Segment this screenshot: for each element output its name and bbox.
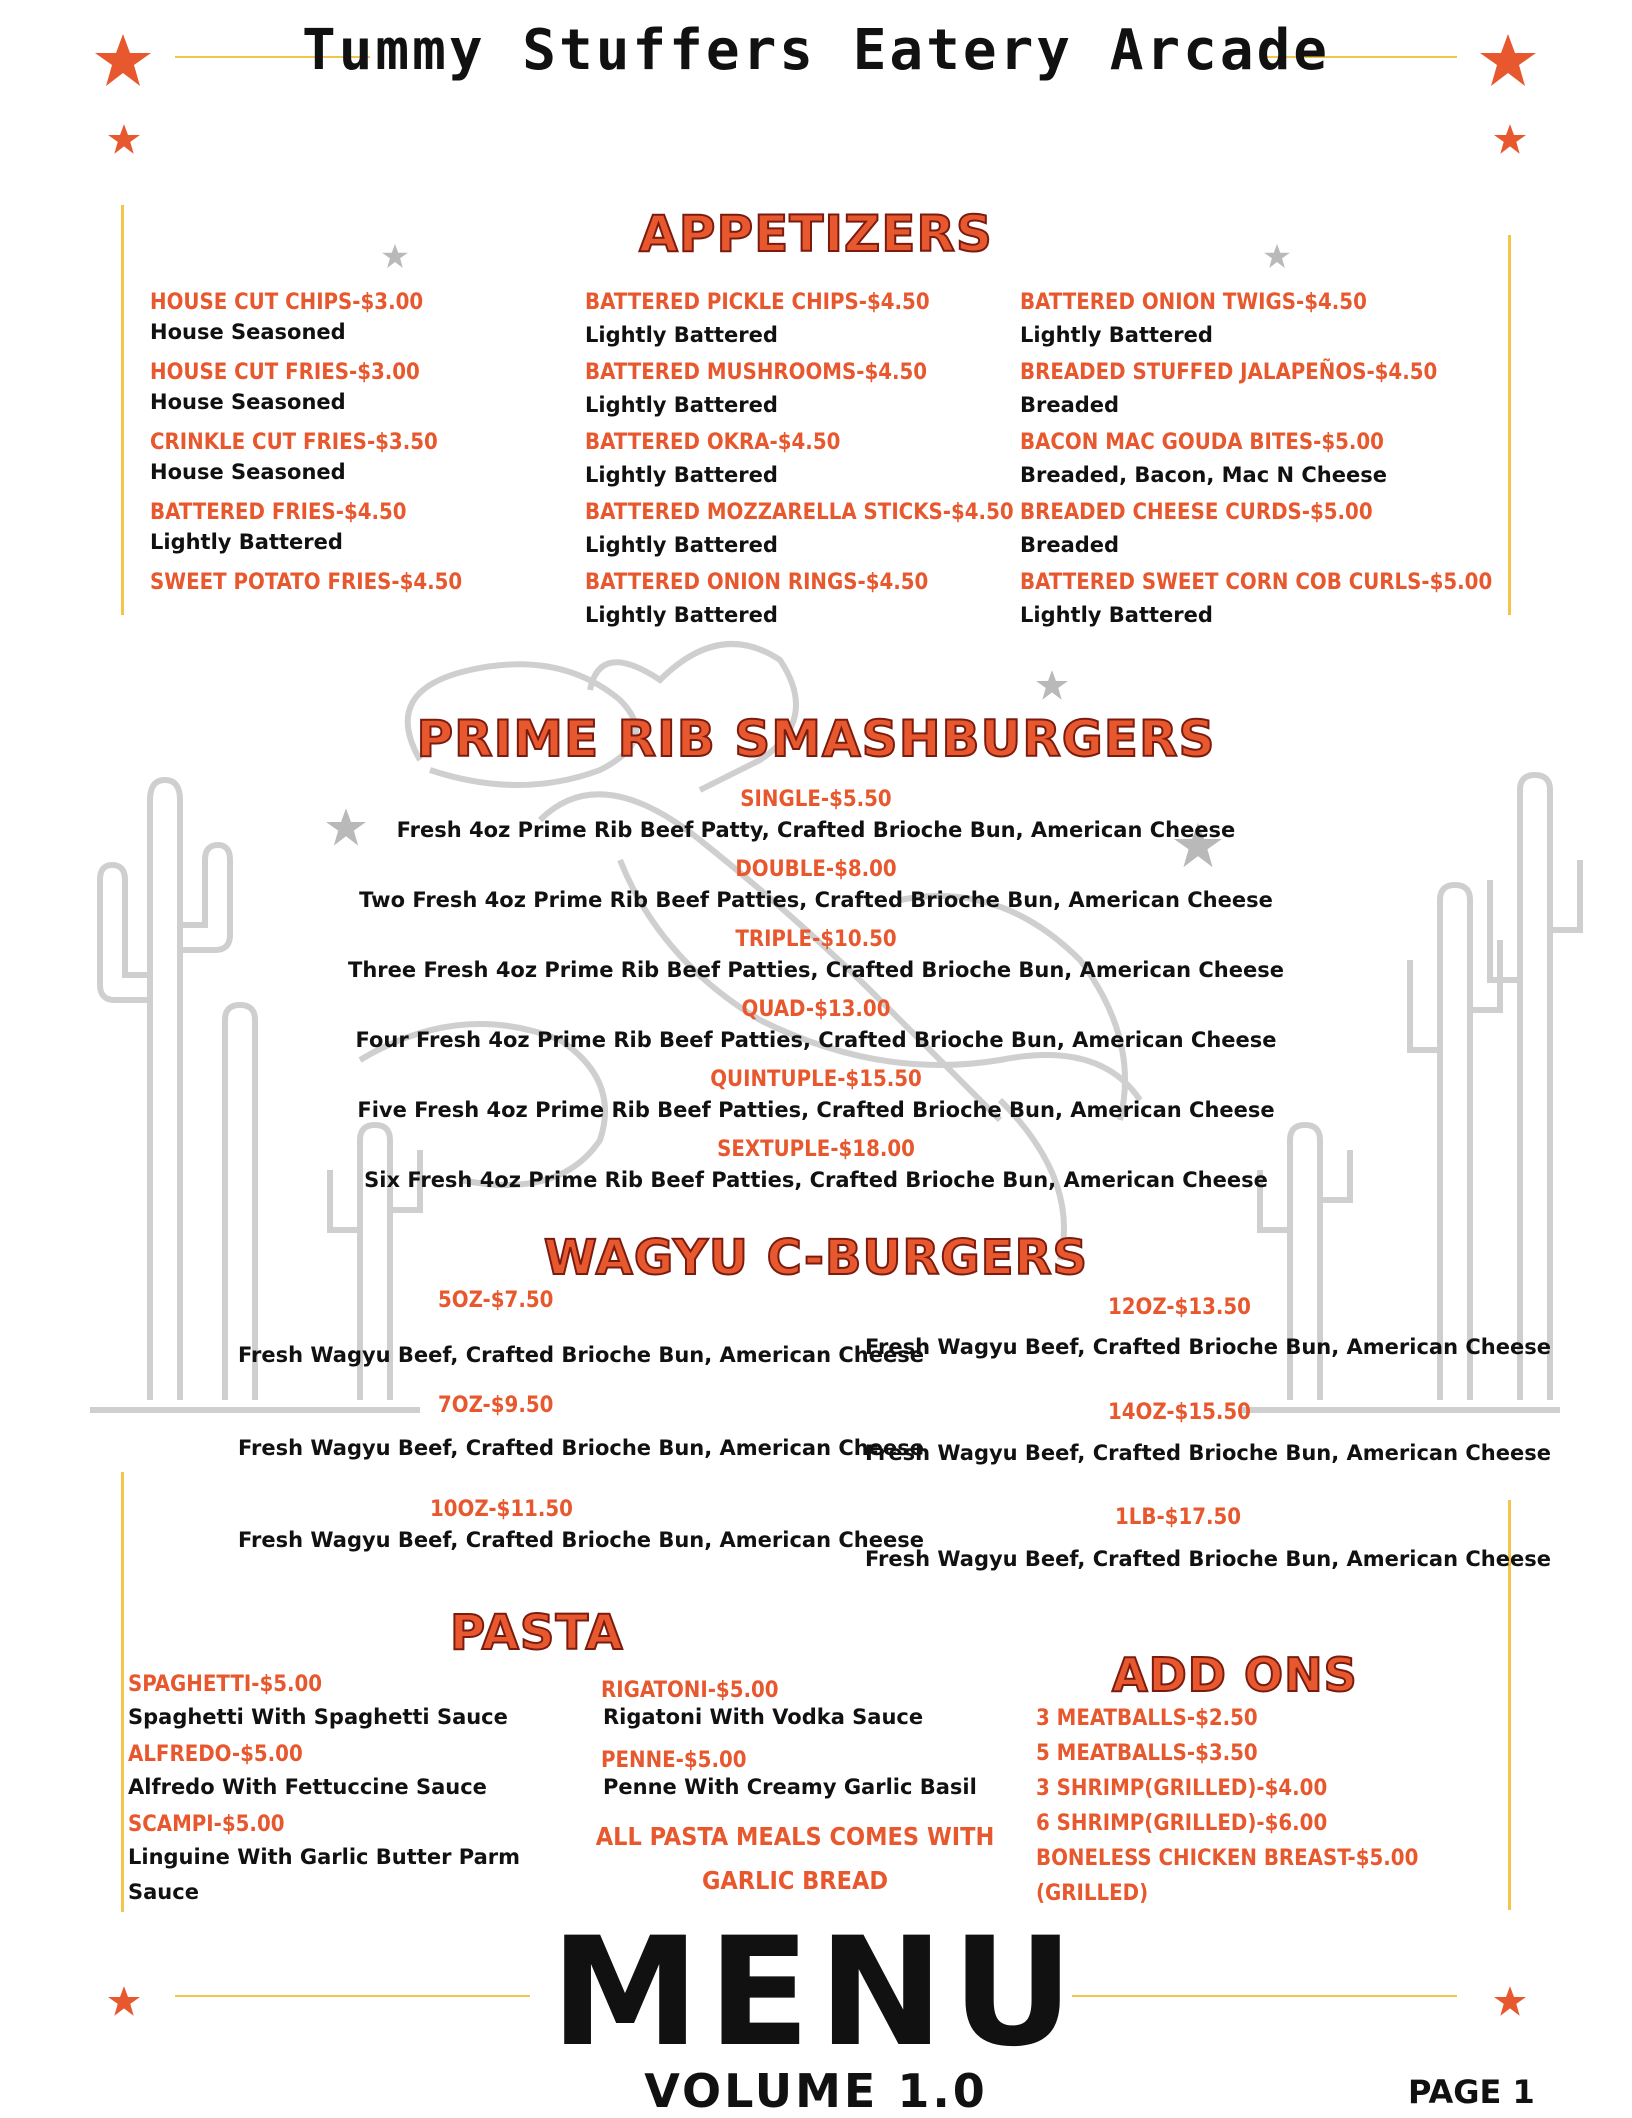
lower-border-left — [121, 1472, 124, 1912]
menu-item-desc: House Seasoned — [150, 390, 346, 414]
menu-item-name: BATTERED MUSHROOMS-$4.50 — [585, 360, 928, 385]
appetizers-heading: APPETIZERS — [639, 205, 993, 263]
menu-item-desc: Lightly Battered — [1020, 603, 1213, 627]
menu-item-desc: Fresh Wagyu Beef, Crafted Brioche Bun, American Cheese — [865, 1441, 1551, 1465]
menu-item-desc: Lightly Battered — [585, 533, 778, 557]
menu-item-name: 1LB-$17.50 — [1115, 1505, 1242, 1530]
menu-wordmark: MENU — [550, 1906, 1082, 2080]
pasta-note: GARLIC BREAD — [701, 1866, 889, 1895]
menu-item-desc: Three Fresh 4oz Prime Rib Beef Patties, Crafted Brioche Bun, American Cheese — [348, 958, 1284, 982]
star-icon — [1494, 124, 1526, 154]
menu-item-name: TRIPLE-$10.50 — [735, 927, 897, 952]
menu-item-desc: Lightly Battered — [585, 323, 778, 347]
menu-item-name: HOUSE CUT FRIES-$3.00 — [150, 360, 420, 385]
addon-item: (GRILLED) — [1036, 1881, 1149, 1906]
menu-item-desc: Penne With Creamy Garlic Basil — [603, 1775, 977, 1799]
menu-item-name: BATTERED OKRA-$4.50 — [585, 430, 841, 455]
menu-item-desc: Breaded — [1020, 533, 1120, 557]
menu-item-desc: Lightly Battered — [585, 393, 778, 417]
menu-item-desc: Alfredo With Fettuccine Sauce — [128, 1775, 487, 1799]
menu-item-name: BREADED STUFFED JALAPEÑOS-$4.50 — [1020, 360, 1438, 385]
volume-label: VOLUME 1.0 — [644, 2064, 988, 2118]
menu-item-name: 10OZ-$11.50 — [430, 1497, 573, 1522]
menu-item-name: DOUBLE-$8.00 — [735, 857, 897, 882]
menu-item-desc: Fresh Wagyu Beef, Crafted Brioche Bun, American Cheese — [238, 1343, 924, 1367]
menu-item-name: BATTERED FRIES-$4.50 — [150, 500, 407, 525]
menu-item-name: BATTERED ONION TWIGS-$4.50 — [1020, 290, 1367, 315]
smashburgers-heading: PRIME RIB SMASHBURGERS — [416, 710, 1216, 768]
menu-item-name: 14OZ-$15.50 — [1108, 1400, 1251, 1425]
menu-item-name: 5OZ-$7.50 — [438, 1288, 554, 1313]
menu-item-desc: Fresh Wagyu Beef, Crafted Brioche Bun, American Cheese — [238, 1436, 924, 1460]
menu-item-desc: Sauce — [128, 1880, 199, 1904]
menu-item-desc: Fresh Wagyu Beef, Crafted Brioche Bun, American Cheese — [865, 1335, 1551, 1359]
menu-item-desc: Four Fresh 4oz Prime Rib Beef Patties, Crafted Brioche Bun, American Cheese — [355, 1028, 1277, 1052]
menu-item-desc: Six Fresh 4oz Prime Rib Beef Patties, Crafted Brioche Bun, American Cheese — [364, 1168, 1268, 1192]
menu-item-desc: House Seasoned — [150, 320, 346, 344]
wagyu-heading: WAGYU C-BURGERS — [543, 1230, 1089, 1286]
menu-item-desc: House Seasoned — [150, 460, 346, 484]
star-icon — [1036, 670, 1068, 700]
menu-item-name: SCAMPI-$5.00 — [128, 1812, 285, 1837]
menu-item-desc: Fresh Wagyu Beef, Crafted Brioche Bun, American Cheese — [865, 1547, 1551, 1571]
menu-item-name: QUAD-$13.00 — [741, 997, 891, 1022]
menu-item-desc: Lightly Battered — [1020, 323, 1213, 347]
menu-item-name: SINGLE-$5.50 — [740, 787, 892, 812]
menu-item-desc: Five Fresh 4oz Prime Rib Beef Patties, Crafted Brioche Bun, American Cheese — [357, 1098, 1275, 1122]
menu-item-name: BACON MAC GOUDA BITES-$5.00 — [1020, 430, 1384, 455]
menu-item-desc: Lightly Battered — [585, 463, 778, 487]
menu-item-desc: Breaded — [1020, 393, 1120, 417]
menu-item-name: BATTERED PICKLE CHIPS-$4.50 — [585, 290, 930, 315]
menu-item-name: BREADED CHEESE CURDS-$5.00 — [1020, 500, 1373, 525]
addon-item: 6 SHRIMP(GRILLED)-$6.00 — [1036, 1811, 1328, 1836]
menu-item-name: 7OZ-$9.50 — [438, 1393, 554, 1418]
star-icon — [108, 124, 140, 154]
menu-item-name: PENNE-$5.00 — [601, 1748, 747, 1773]
pasta-heading: PASTA — [450, 1605, 624, 1661]
menu-item-name: BATTERED MOZZARELLA STICKS-$4.50 — [585, 500, 1014, 525]
menu-item-name: BATTERED SWEET CORN COB CURLS-$5.00 — [1020, 570, 1493, 595]
menu-item-name: SWEET POTATO FRIES-$4.50 — [150, 570, 463, 595]
menu-item-name: 12OZ-$13.50 — [1108, 1295, 1251, 1320]
menu-item-desc: Breaded, Bacon, Mac N Cheese — [1020, 463, 1387, 487]
menu-item-desc: Linguine With Garlic Butter Parm — [128, 1845, 520, 1869]
addon-item: BONELESS CHICKEN BREAST-$5.00 — [1036, 1846, 1419, 1871]
appetizers-border-left — [121, 205, 124, 615]
menu-item-desc: Two Fresh 4oz Prime Rib Beef Patties, Crafted Brioche Bun, American Cheese — [359, 888, 1273, 912]
pasta-note: ALL PASTA MEALS COMES WITH — [595, 1822, 995, 1851]
menu-item-name: HOUSE CUT CHIPS-$3.00 — [150, 290, 424, 315]
menu-item-name: QUINTUPLE-$15.50 — [710, 1067, 922, 1092]
addon-item: 3 SHRIMP(GRILLED)-$4.00 — [1036, 1776, 1328, 1801]
restaurant-title: Tummy Stuffers Eatery Arcade — [301, 18, 1330, 83]
menu-item-name: CRINKLE CUT FRIES-$3.50 — [150, 430, 438, 455]
appetizers-border-right — [1508, 235, 1511, 615]
menu-item-desc: Lightly Battered — [585, 603, 778, 627]
menu-item-name: ALFREDO-$5.00 — [128, 1742, 303, 1767]
menu-item-name: SEXTUPLE-$18.00 — [717, 1137, 915, 1162]
addon-item: 5 MEATBALLS-$3.50 — [1036, 1741, 1258, 1766]
menu-item-desc: Fresh 4oz Prime Rib Beef Patty, Crafted Brioche Bun, American Cheese — [396, 818, 1236, 842]
menu-item-name: RIGATONI-$5.00 — [601, 1678, 779, 1703]
menu-item-desc: Fresh Wagyu Beef, Crafted Brioche Bun, American Cheese — [238, 1528, 924, 1552]
menu-item-desc: Spaghetti With Spaghetti Sauce — [128, 1705, 508, 1729]
menu-item-desc: Lightly Battered — [150, 530, 343, 554]
addons-heading: ADD ONS — [1112, 1648, 1358, 1702]
page-number: PAGE 1 — [1408, 2073, 1535, 2111]
menu-item-name: BATTERED ONION RINGS-$4.50 — [585, 570, 929, 595]
addon-item: 3 MEATBALLS-$2.50 — [1036, 1706, 1258, 1731]
menu-item-desc: Rigatoni With Vodka Sauce — [603, 1705, 924, 1729]
menu-item-name: SPAGHETTI-$5.00 — [128, 1672, 323, 1697]
